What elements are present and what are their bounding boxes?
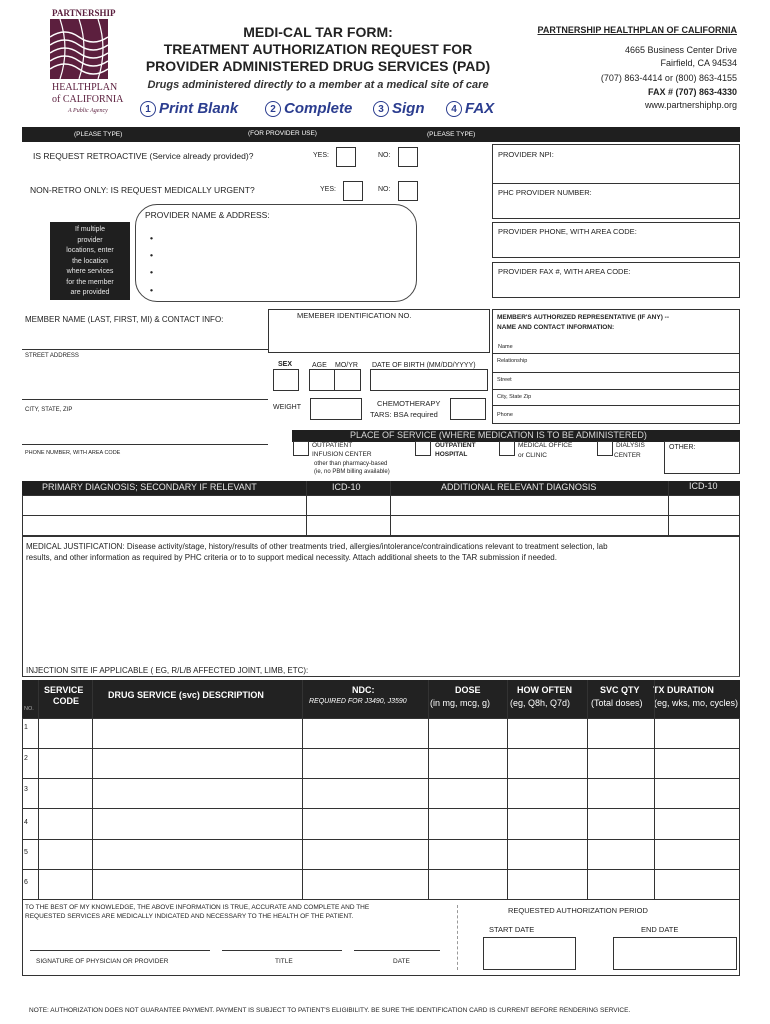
additional-diagnosis-label: ADDITIONAL RELEVANT DIAGNOSIS <box>441 482 597 492</box>
subtitle: Drugs administered directly to a member at a medical site of care <box>147 79 489 91</box>
diagnosis-row-divider <box>22 515 740 516</box>
age-field[interactable] <box>309 369 361 391</box>
col-code-label-1: SERVICE <box>44 685 84 695</box>
additional-icd10-field-1[interactable] <box>669 496 739 515</box>
attestation-line-2: REQUESTED SERVICES ARE MEDICALLY INDICATED AND NECESSARY TO THE HEALTH OF THE PATIENT. <box>25 913 354 920</box>
auth-period-label: REQUESTED AUTHORIZATION PERIOD <box>508 906 648 915</box>
provider-phone-label: PROVIDER PHONE, WITH AREA CODE: <box>498 227 637 236</box>
sex-field[interactable] <box>273 369 299 391</box>
logo-emblem-icon <box>50 19 108 79</box>
chemo-label-1: CHEMOTHERAPY <box>377 399 441 408</box>
pos-infusion-label-b: INFUSION CENTER <box>312 451 372 458</box>
svc-col-line-7 <box>654 680 655 900</box>
provider-npi-box[interactable] <box>492 144 740 184</box>
dob-field[interactable] <box>370 369 488 391</box>
pos-infusion-label-a: OUTPATIENT <box>312 442 353 449</box>
banner-provider-use: (FOR PROVIDER USE) <box>248 130 317 137</box>
col-qty-sublabel: (Total doses) <box>591 698 643 708</box>
banner-please-type-right: (PLEASE TYPE) <box>427 131 476 138</box>
chemo-bsa-field[interactable] <box>450 398 486 420</box>
icd10-label-2: ICD-10 <box>689 481 718 491</box>
logo-text-bottom2: of CALIFORNIA <box>52 94 124 105</box>
steps <box>140 100 510 120</box>
start-date-label: START DATE <box>489 925 535 934</box>
member-id-box[interactable] <box>268 309 490 353</box>
retro-no-label: NO: <box>378 152 391 159</box>
rep-label-1: MEMBER'S AUTHORIZED REPRESENTATIVE (IF ANY) -- <box>497 314 669 321</box>
rep-line-3 <box>493 389 739 390</box>
title-line-3: PROVIDER ADMINISTERED DRUG SERVICES (PAD) <box>145 58 491 74</box>
rep-city-label: City, State Zip <box>497 394 532 400</box>
pos-infusion-label-c: other than pharmacy-based <box>314 461 388 467</box>
member-name-line <box>22 349 268 350</box>
place-of-service-title: PLACE OF SERVICE (WHERE MEDICATION IS TO BE ADMINISTERED) <box>350 430 647 440</box>
pos-dialysis-label-b: CENTER <box>614 452 641 459</box>
icd10-label-1: ICD-10 <box>332 482 361 492</box>
title-label: TITLE <box>275 958 293 965</box>
date-label: DATE <box>393 958 410 965</box>
rep-street-label: Street <box>497 377 512 383</box>
org-address-1: 4665 Business Center Drive <box>624 45 737 55</box>
pos-other-label: OTHER: <box>669 444 696 451</box>
end-date-label: END DATE <box>641 925 679 934</box>
svc-row-line-4 <box>22 839 740 840</box>
primary-diagnosis-field-1[interactable] <box>23 496 306 515</box>
provider-phone-box[interactable] <box>492 222 740 258</box>
org-address-2: Fairfield, CA 94534 <box>660 58 737 68</box>
title-line-2: TREATMENT AUTHORIZATION REQUEST FOR <box>163 41 473 57</box>
signature-line[interactable] <box>30 950 210 951</box>
retro-yes-label: YES: <box>313 152 329 159</box>
member-city-line <box>22 444 268 445</box>
phc-provider-number-label: PHC PROVIDER NUMBER: <box>498 188 592 197</box>
svc-col-line-4 <box>428 680 429 900</box>
svc-col-line-2 <box>92 680 93 900</box>
weight-field[interactable] <box>310 398 362 420</box>
member-street-line <box>22 399 268 400</box>
svc-row-line-3 <box>22 808 740 809</box>
rep-relationship-label: Relationship <box>497 358 528 364</box>
org-phone: (707) 863-4414 or (800) 863-4155 <box>600 73 737 83</box>
table-row-number: 4 <box>24 819 28 826</box>
svc-col-line-6 <box>587 680 588 900</box>
col-desc-label: DRUG SERVICE (svc) DESCRIPTION <box>108 690 264 700</box>
weight-label: WEIGHT <box>273 404 301 411</box>
age-label: AGE <box>312 362 327 369</box>
chemo-label-2: TARS: BSA required <box>370 410 438 419</box>
rep-name-label: Name <box>498 344 513 350</box>
member-city-label: CITY, STATE, ZIP <box>25 407 73 413</box>
step-fax: 4 FAX <box>446 100 494 117</box>
pos-hospital-checkbox[interactable] <box>415 441 431 456</box>
retro-question: IS REQUEST RETROACTIVE (Service already provided)? <box>33 151 254 161</box>
col-how-label: HOW OFTEN <box>517 685 572 695</box>
svc-row-line-2 <box>22 778 740 779</box>
pos-hospital-label-b: HOSPITAL <box>435 451 468 458</box>
provider-name-address-label: PROVIDER NAME & ADDRESS: <box>145 210 270 220</box>
dob-label: DATE OF BIRTH (MM/DD/YYYY) <box>372 362 476 369</box>
member-phone-label: PHONE NUMBER, WITH AREA CODE <box>25 450 121 456</box>
title-line[interactable] <box>222 950 342 951</box>
col-how-sublabel: (eg, Q8h, Q7d) <box>510 698 571 708</box>
member-rep-box[interactable] <box>492 309 740 424</box>
table-row-number: 3 <box>24 786 28 793</box>
org-logo <box>30 8 125 120</box>
urgent-no-checkbox[interactable] <box>398 181 418 201</box>
justification-line-2: results, and other information as required by PHC criteria or to to support medical necessity. Attach additional sheets to the TAR submission if needed. <box>26 553 557 562</box>
urgent-yes-checkbox[interactable] <box>343 181 363 201</box>
member-name-label: MEMBER NAME (LAST, FIRST, MI) & CONTACT INFO: <box>25 315 224 324</box>
rep-line-1 <box>493 353 739 354</box>
banner-please-type-left: (PLEASE TYPE) <box>74 131 123 138</box>
col-dose-sublabel: (in mg, mcg, g) <box>430 698 491 708</box>
start-date-field[interactable] <box>483 937 576 970</box>
type-banner <box>22 127 740 142</box>
sex-label: SEX <box>278 361 293 368</box>
svc-col-line-1 <box>38 680 39 900</box>
rep-label-2: NAME AND CONTACT INFORMATION: <box>497 324 615 331</box>
pos-office-label-b: or CLINIC <box>518 452 547 459</box>
col-no-label: NO. <box>24 706 34 712</box>
rep-line-2 <box>493 372 739 373</box>
pos-office-label-a: MEDICAL OFFICE <box>518 442 573 449</box>
pos-dialysis-label-a: DIALYSIS <box>616 442 645 449</box>
table-row-number: 6 <box>24 879 28 886</box>
rep-line-4 <box>493 405 739 406</box>
additional-diagnosis-field-1[interactable] <box>391 496 668 515</box>
attestation-line-1: TO THE BEST OF MY KNOWLEDGE, THE ABOVE INFORMATION IS TRUE, ACCURATE AND COMPLETE AND THE <box>25 904 370 911</box>
footer-note: NOTE: AUTHORIZATION DOES NOT GUARANTEE PAYMENT. PAYMENT IS SUBJECT TO PATIENT'S ELIGIBILITY. BE SURE THE IDENTIFICATION CARD IS CURRENT BEFORE RENDERING SERVICE. <box>29 1007 631 1014</box>
logo-tagline: A Public Agency <box>68 108 108 114</box>
pos-infusion-label-d: (ie, no PBM billing available) <box>314 469 390 475</box>
org-name: PARTNERSHIP HEALTHPLAN OF CALIFORNIA <box>537 25 737 35</box>
step-complete: 2 Complete <box>265 100 352 117</box>
member-street-label: STREET ADDRESS <box>25 353 79 359</box>
urgent-yes-label: YES: <box>320 186 336 193</box>
logo-text-bottom1: HEALTHPLAN <box>52 82 118 93</box>
services-grid <box>22 718 740 900</box>
col-qty-label: SVC QTY <box>600 685 640 695</box>
logo-text-top: PARTNERSHIP <box>52 8 116 18</box>
primary-icd10-field-1[interactable] <box>307 496 390 515</box>
phc-provider-number-box[interactable] <box>492 183 740 219</box>
attestation-divider <box>457 905 458 970</box>
age-divider <box>334 369 335 391</box>
signature-label: SIGNATURE OF PHYSICIAN OR PROVIDER <box>36 958 169 965</box>
diagnosis-header <box>22 481 740 495</box>
member-id-label: MEMEBER IDENTIFICATION NO. <box>297 311 412 320</box>
pos-other-box[interactable] <box>664 441 740 474</box>
primary-diagnosis-label: PRIMARY DIAGNOSIS; SECONDARY IF RELEVANT <box>42 482 257 492</box>
col-ndc-sublabel: REQUIRED FOR J3490, J3590 <box>309 698 407 705</box>
col-dose-label: DOSE <box>455 685 481 695</box>
urgent-no-label: NO: <box>378 186 391 193</box>
table-row-number: 2 <box>24 755 28 762</box>
org-fax: FAX # (707) 863-4330 <box>647 87 737 97</box>
table-row-number: 1 <box>24 724 28 731</box>
date-line[interactable] <box>354 950 440 951</box>
title-line-1: MEDI-CAL TAR FORM: <box>243 24 393 40</box>
provider-bullet-2: • <box>150 250 153 260</box>
provider-bullet-3: • <box>150 267 153 277</box>
svc-row-line-5 <box>22 869 740 870</box>
moyr-label: MO/YR <box>335 362 358 369</box>
retro-no-checkbox[interactable] <box>398 147 418 167</box>
provider-bullet-1: • <box>150 233 153 243</box>
org-web: www.partnershiphp.org <box>644 100 737 110</box>
svc-col-line-5 <box>507 680 508 900</box>
provider-npi-label: PROVIDER NPI: <box>498 150 554 159</box>
injection-site-label: INJECTION SITE IF APPLICABLE ( EG, R/L/B AFFECTED JOINT, LIMB, ETC): <box>26 666 309 675</box>
svc-col-line-3 <box>302 680 303 900</box>
col-dur-sublabel: (eg, wks, mo, cycles) <box>654 698 739 708</box>
step-print-blank: 1 Print Blank <box>140 100 238 117</box>
col-code-label-2: CODE <box>53 696 80 706</box>
svc-row-line-1 <box>22 748 740 749</box>
multiple-locations-note: If multiple provider locations, enter the location where services for the member are provided <box>50 222 130 300</box>
urgent-question: NON-RETRO ONLY: IS REQUEST MEDICALLY URGENT? <box>30 185 255 195</box>
services-header <box>22 680 740 718</box>
justification-line-1: MEDICAL JUSTIFICATION: Disease activity/stage, history/results of other treatments tried, allergies/intolerance/contraindications relevant to treatment selection, lab <box>26 542 608 551</box>
pos-hospital-label-a: OUTPATIENT <box>435 442 476 449</box>
org-contact <box>515 25 737 111</box>
medical-justification-box[interactable] <box>22 536 740 677</box>
col-ndc-label: NDC: <box>352 685 375 695</box>
provider-name-address-box[interactable] <box>135 204 417 302</box>
form-title <box>128 24 508 95</box>
provider-fax-box[interactable] <box>492 262 740 298</box>
step-sign: 3 Sign <box>373 100 425 117</box>
pos-dialysis-checkbox[interactable] <box>597 441 613 456</box>
pos-infusion-checkbox[interactable] <box>293 441 309 456</box>
rep-phone-label: Phone <box>497 412 513 418</box>
provider-bullet-4: • <box>150 285 153 295</box>
pos-office-checkbox[interactable] <box>499 441 515 456</box>
provider-fax-label: PROVIDER FAX #, WITH AREA CODE: <box>498 267 631 276</box>
injection-site-line <box>350 676 740 677</box>
col-dur-label: TX DURATION <box>653 685 714 695</box>
end-date-field[interactable] <box>613 937 737 970</box>
table-row-number: 5 <box>24 849 28 856</box>
retro-yes-checkbox[interactable] <box>336 147 356 167</box>
